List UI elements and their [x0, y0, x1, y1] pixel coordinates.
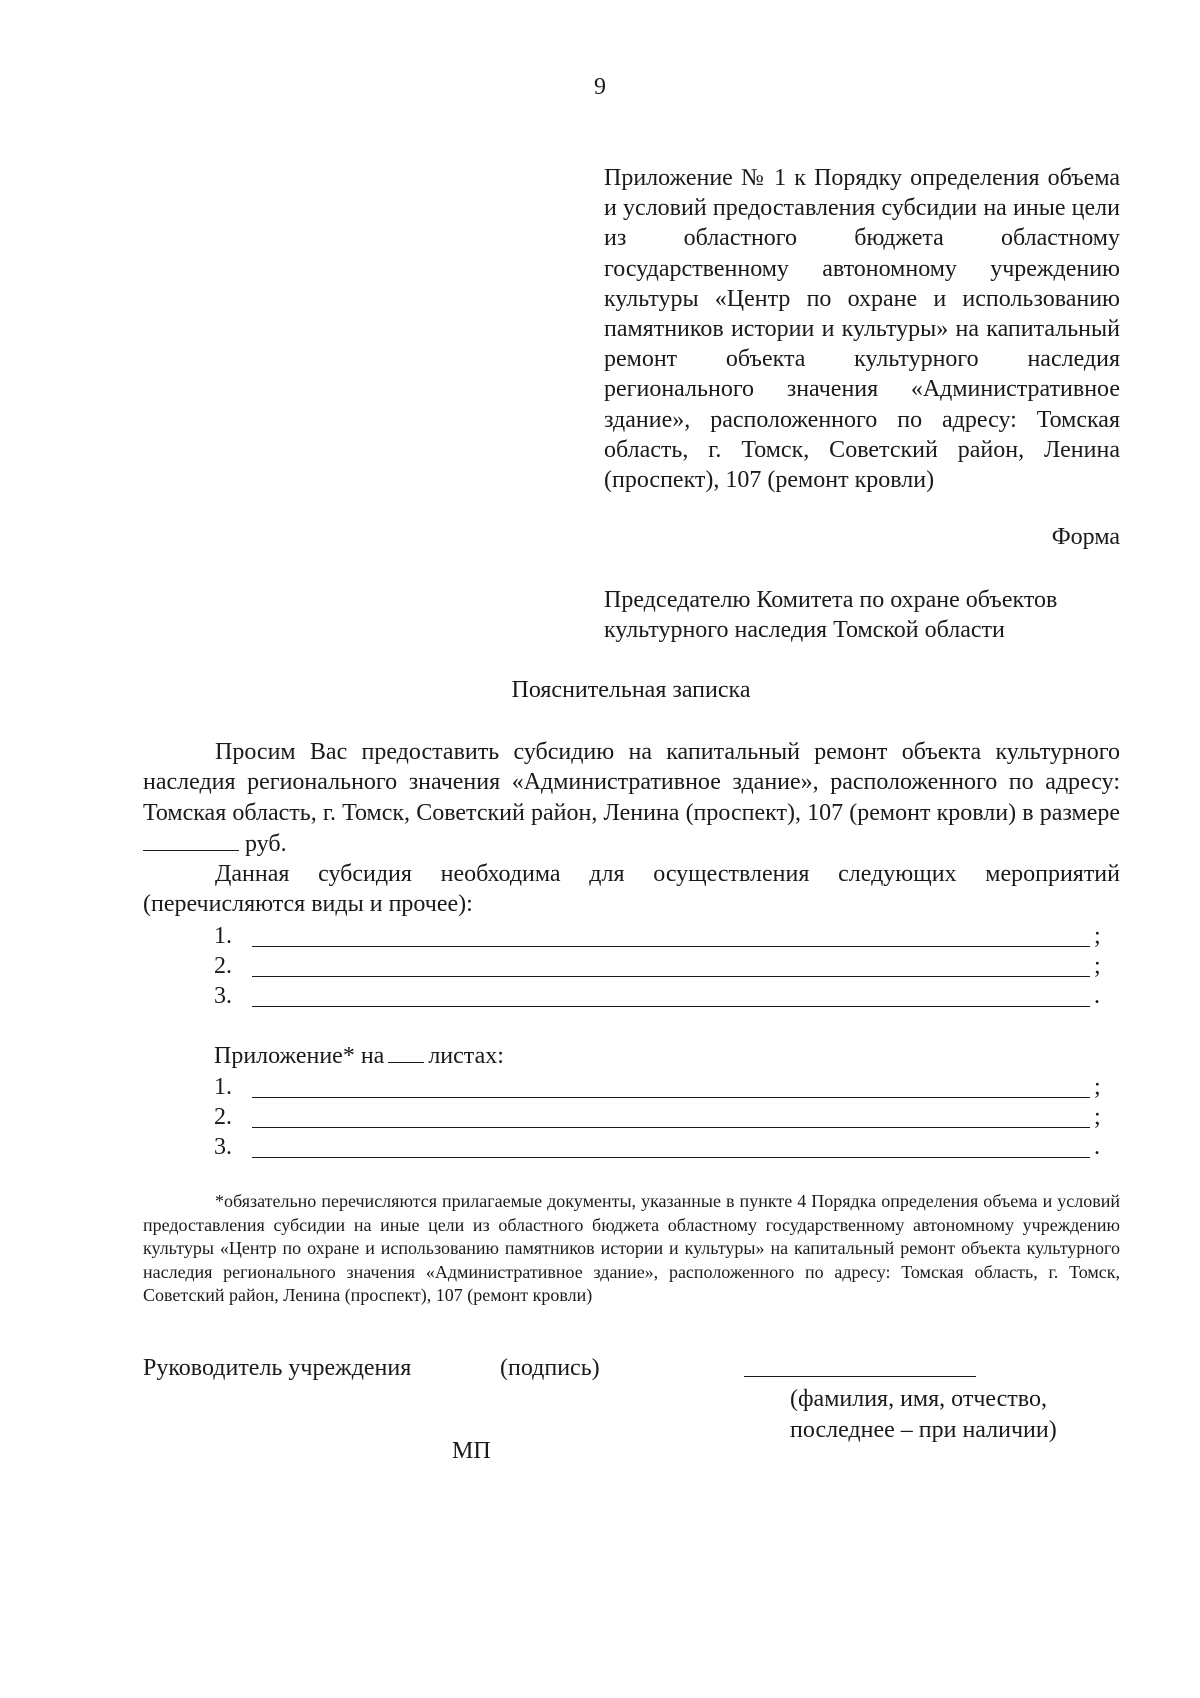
list-item-number: 1. [214, 923, 232, 949]
list-item-number: 2. [214, 1104, 232, 1130]
list-item-number: 1. [214, 1074, 232, 1100]
list-item-blank [252, 946, 1090, 947]
list-item [214, 923, 1124, 953]
name-blank-line [744, 1376, 976, 1377]
list-item [214, 1134, 1124, 1164]
sheets-count-blank [388, 1042, 424, 1063]
list-item-blank [252, 1006, 1090, 1007]
list-item-punct: . [1094, 983, 1100, 1009]
full-name-hint-line-1: (фамилия, имя, отчество, [790, 1386, 1047, 1412]
list-item [214, 1074, 1124, 1104]
list-item-blank [252, 1097, 1090, 1098]
addressee-line-2: культурного наследия Томской области [604, 617, 1005, 643]
attachments-heading-text: Приложение* на [214, 1043, 385, 1069]
currency-label: руб. [245, 830, 287, 857]
list-item-punct: ; [1094, 1104, 1101, 1130]
signature-hint: (подпись) [500, 1355, 600, 1381]
list-item-number: 3. [214, 1134, 232, 1160]
list-item [214, 1104, 1124, 1134]
list-item-punct: . [1094, 1134, 1100, 1160]
attachments-heading [214, 1042, 504, 1070]
stamp-placeholder: МП [452, 1438, 491, 1464]
signatory-label: Руководитель учреждения [143, 1355, 412, 1381]
attachments-heading-suffix: листах: [428, 1043, 504, 1069]
list-item-punct: ; [1094, 1074, 1101, 1100]
footnote-text: *обязательно перечисляются прилагаемые документы, указанные в пункте 4 Порядка определения объема и условий предоставления субсидии на иные цели из областного бюджета областному государственному автономному учреждению культуры «Центр по охране и использованию памятников истории и культуры» на капитальный ремонт объекта культурного наследия регионального значения «Административное здание», расположенного по адресу: Томская область, г. Томск, Советский район, Ленина (проспект), 107 (ремонт кровли) [143, 1191, 1120, 1306]
list-item-punct: ; [1094, 923, 1101, 949]
amount-blank [143, 828, 239, 851]
request-paragraph [143, 737, 1120, 859]
list-item [214, 953, 1124, 983]
list-item [214, 983, 1124, 1013]
addressee-line-1: Председателю Комитета по охране объектов [604, 587, 1058, 613]
document-title: Пояснительная записка [511, 677, 751, 703]
activities-list [214, 923, 1124, 1013]
attachments-list [214, 1074, 1124, 1164]
list-item-number: 3. [214, 983, 232, 1009]
full-name-hint-line-2: последнее – при наличии) [790, 1417, 1057, 1443]
list-item-blank [252, 1127, 1090, 1128]
page-number: 9 [594, 74, 606, 100]
addressee [604, 585, 1144, 645]
purpose-paragraph: Данная субсидия необходима для осуществления следующих мероприятий (перечисляются виды и прочее): [143, 861, 1120, 918]
request-text: Просим Вас предоставить субсидию на капитальный ремонт объекта культурного наследия регионального значения «Административное здание», расположенного по адресу: Томская область, г. Томск, Советский район, Ленина (проспект), 107 (ремонт кровли) в размере [143, 739, 1120, 826]
list-item-number: 2. [214, 953, 232, 979]
list-item-blank [252, 976, 1090, 977]
list-item-punct: ; [1094, 953, 1101, 979]
footnote [143, 1190, 1120, 1308]
body-text [143, 737, 1120, 920]
appendix-header: Приложение № 1 к Порядку определения объема и условий предоставления субсидии на иные цели из областного бюджета областному государственному автономному учреждению культуры «Центр по охране и использованию памятников истории и культуры» на капитальный ремонт объекта культурного наследия регионального значения «Административное здание», расположенного по адресу: Томская область, г. Томск, Советский район, Ленина (проспект), 107 (ремонт кровли) [604, 165, 1120, 494]
list-item-blank [252, 1157, 1090, 1158]
full-name-hint [790, 1384, 1057, 1446]
form-label: Форма [1051, 524, 1120, 550]
